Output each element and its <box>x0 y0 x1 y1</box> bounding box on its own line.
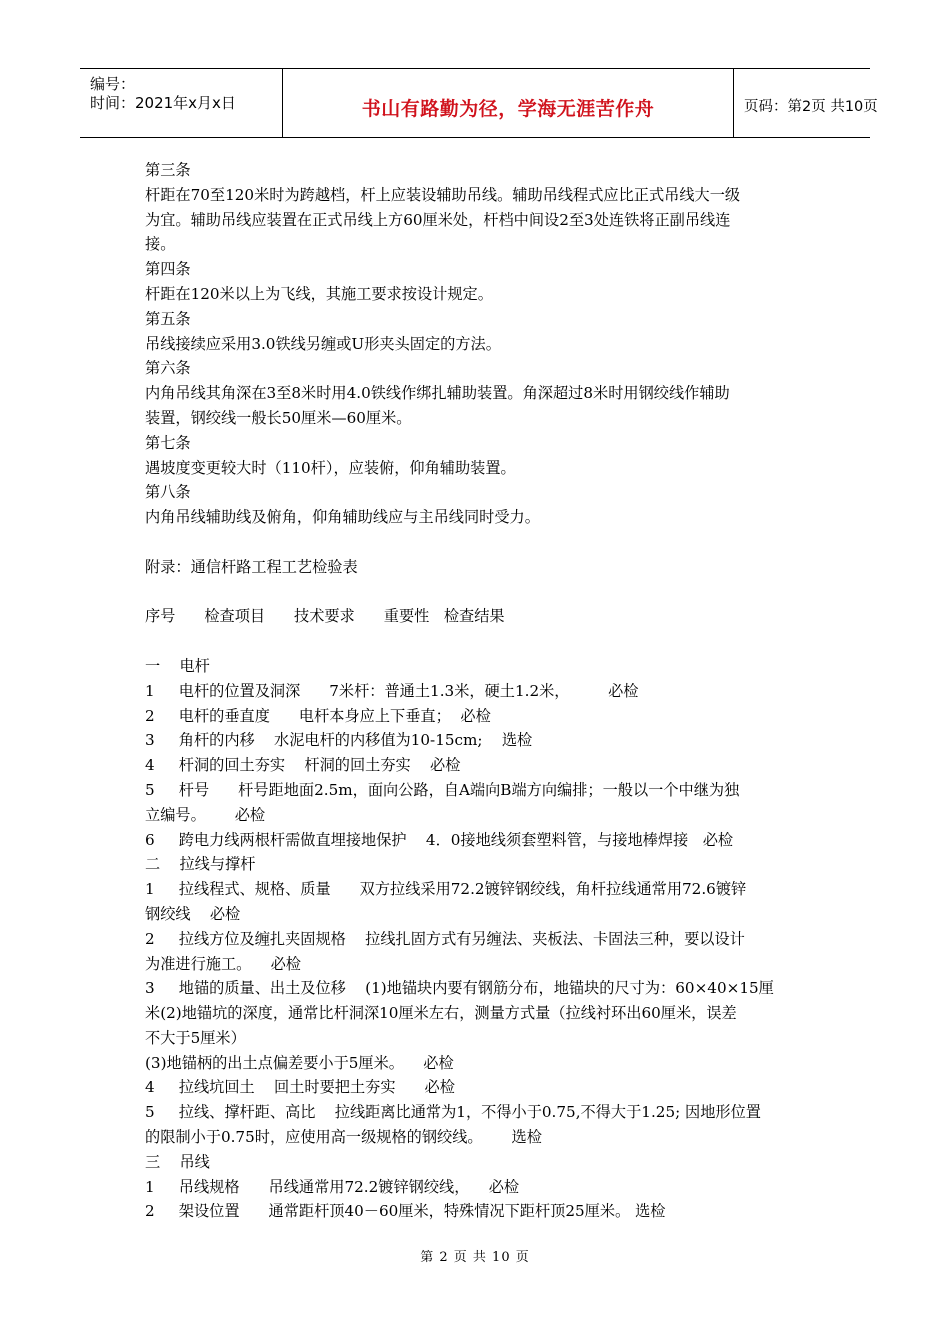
body-line: 杆距在70至120米时为跨越档，杆上应装设辅助吊线。辅助吊线程式应比正式吊线大一级 <box>145 185 741 204</box>
body-line: 1 拉线程式、规格、质量 双方拉线采用72.2镀锌钢绞线，角杆拉线通常用72.6镀锌 <box>145 880 747 899</box>
page-footer: 第 2 页 共 10 页 <box>420 1250 530 1265</box>
header-motto-cell <box>283 69 734 137</box>
body-line: 第三条 <box>145 161 191 179</box>
body-line: 2 架设位置 通常距杆顶40－60厘米，特殊情况下距杆顶25厘米。 选检 <box>145 1202 666 1221</box>
header-motto: 书山有路勤为径，学海无涯苦作舟 <box>361 98 655 120</box>
page-header <box>80 68 878 138</box>
blank-line <box>145 530 810 555</box>
body-line: 遇坡度变更较大时（110杆），应装俯，仰角辅助装置。 <box>145 458 516 477</box>
body-line: 4 杆洞的回土夯实 杆洞的回土夯实 必检 <box>145 756 461 775</box>
body-line: 内角吊线其角深在3至8米时用4.0铁线作绑扎辅助装置。角深超过8米时用钢绞线作辅助 <box>145 384 730 403</box>
document-body <box>145 158 810 1224</box>
body-line: 第五条 <box>145 309 191 328</box>
body-line: 2 拉线方位及缠扎夹固规格 拉线扎固方式有另缠法、夹板法、卡固法三种，要以设计 <box>145 929 745 948</box>
body-line: 1 电杆的位置及洞深 7米杆：普通土1.3米，硬土1.2米， 必检 <box>145 681 639 700</box>
document-number-label: 编号： <box>90 75 136 93</box>
header-left-cell <box>80 69 283 137</box>
body-line: 第七条 <box>145 433 191 452</box>
document-time-label: 时间：2021年x月x日 <box>90 94 236 112</box>
body-line: 米(2)地锚坑的深度，通常比杆洞深10厘米左右，测量方式量（拉线衬环出60厘米，误差 <box>145 1004 737 1023</box>
body-line: 3 地锚的质量、出土及位移 (1)地锚块内要有钢筋分布，地锚块的尺寸为：60×40×15厘 <box>145 979 774 998</box>
body-line: 装置，钢绞线一般长50厘米—60厘米。 <box>145 408 412 427</box>
body-line: 内角吊线辅助线及俯角，仰角辅助线应与主吊线同时受力。 <box>145 508 540 527</box>
body-line: 附录：通信杆路工程工艺检验表 <box>145 557 358 576</box>
body-line: 杆距在120米以上为飞线，其施工要求按设计规定。 <box>145 284 493 303</box>
body-line: 的限制小于0.75时，应使用高一级规格的钢绞线。 选检 <box>145 1128 542 1147</box>
header-page-cell <box>734 69 878 137</box>
body-line: 6 跨电力线两根杆需做直埋接地保护 4．0接地线须套塑料管，与接地棒焊接 必检 <box>145 830 734 849</box>
body-line: 为准进行施工。 必检 <box>145 954 301 973</box>
body-line: 第八条 <box>145 483 191 502</box>
blank-line <box>145 629 810 654</box>
blank-line <box>145 580 810 605</box>
body-line: 5 杆号 杆号距地面2.5m，面向公路，自A端向B端方向编排；一般以一个中继为独 <box>145 780 740 799</box>
body-line: 接。 <box>145 235 176 254</box>
body-line: 5 拉线、撑杆距、高比 拉线距离比通常为1，不得小于0.75,不得大于1.25; 因地形位置 <box>145 1103 761 1122</box>
body-line: (3)地锚柄的出土点偏差要小于5厘米。 必检 <box>145 1053 454 1072</box>
body-line: 立编号。 必检 <box>145 805 266 824</box>
body-line: 2 电杆的垂直度 电杆本身应上下垂直； 必检 <box>145 706 491 725</box>
body-line: 为宜。辅助吊线应装置在正式吊线上方60厘米处，杆档中间设2至3处连铁将正副吊线连 <box>145 210 731 229</box>
body-line: 吊线接续应采用3.0铁线另缠或U形夹头固定的方法。 <box>145 334 501 353</box>
body-line: 一 电杆 <box>145 656 210 675</box>
body-line: 第四条 <box>145 260 191 279</box>
body-line: 3 角杆的内移 水泥电杆的内移值为10-15cm; 选检 <box>145 731 533 750</box>
body-line: 钢绞线 必检 <box>145 904 241 923</box>
body-line: 第六条 <box>145 359 191 378</box>
body-line: 三 吊线 <box>145 1152 210 1171</box>
body-line: 1 吊线规格 吊线通常用72.2镀锌钢绞线， 必检 <box>145 1177 520 1196</box>
body-line: 二 拉线与撑杆 <box>145 855 256 874</box>
body-line: 序号 检查项目 技术要求 重要性 检查结果 <box>145 607 505 626</box>
body-line: 4 拉线坑回土 回土时要把土夯实 必检 <box>145 1078 455 1097</box>
header-page-info: 页码：第2页 共10页 <box>744 99 878 115</box>
body-line: 不大于5厘米） <box>145 1028 246 1047</box>
